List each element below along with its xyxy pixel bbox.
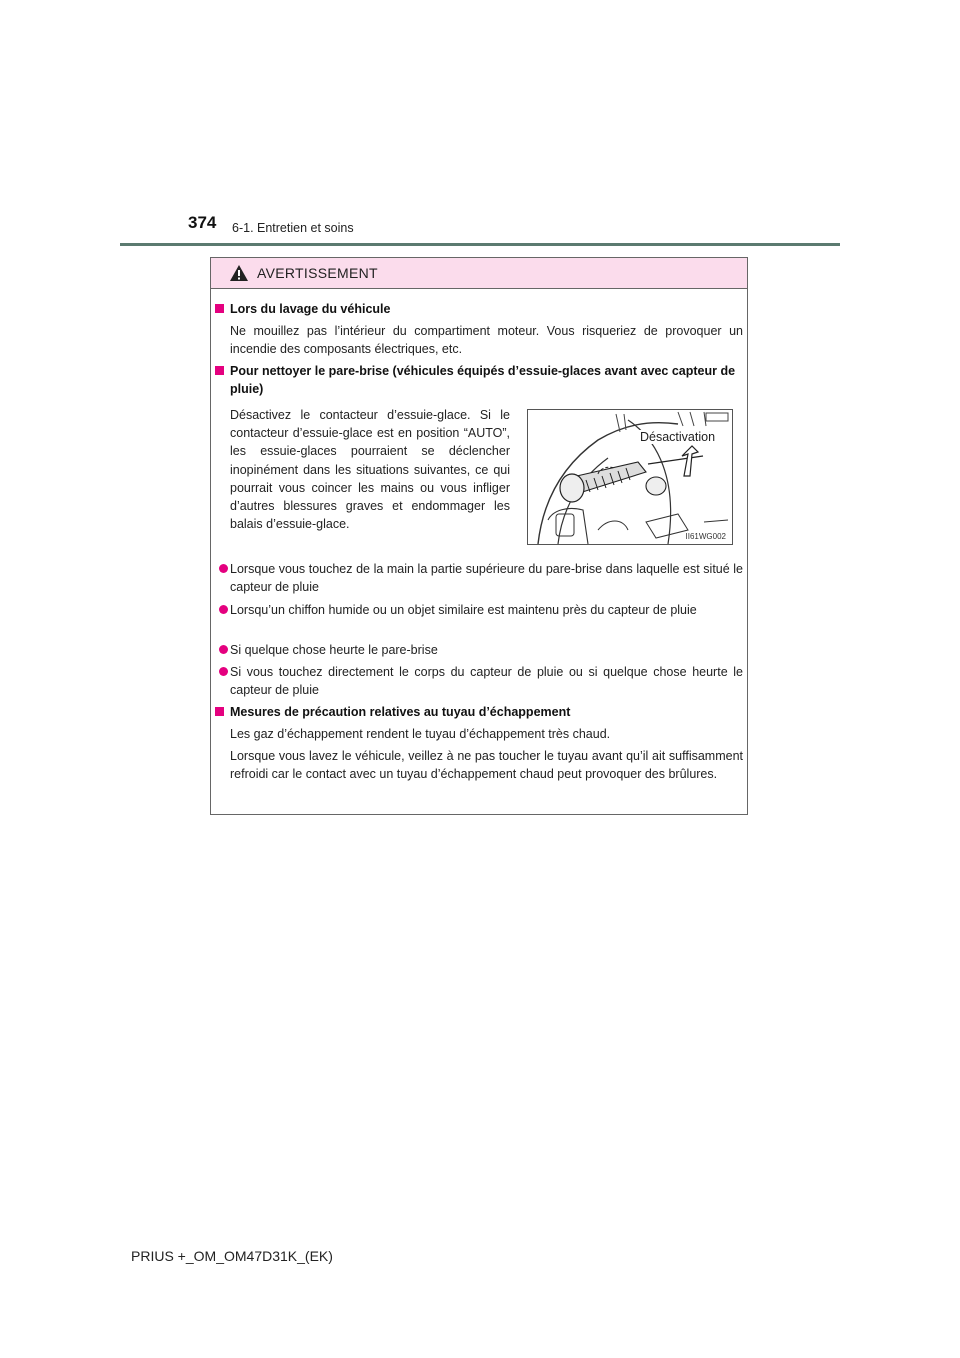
warning-triangle-icon	[229, 264, 249, 282]
paragraph-disable-wiper: Désactivez le contacteur d’essuie-glace. Si le contacteur d’essuie-glace est en position “AUTO”, les essuie-glaces pourraient se déclencher inopinément dans les situations suivantes, ce qui pourrait vous coincer les mains ou vous infliger d’autres blessures graves et endommager les balais d’essuie-glace.	[230, 408, 510, 532]
square-bullet-icon	[215, 366, 224, 375]
heading-exhaust-pipe	[215, 703, 745, 721]
bullet-text: Si vous touchez directement le corps du capteur de pluie ou si quelque chose heurte le capteur de pluie	[230, 665, 743, 698]
warning-box	[210, 257, 748, 815]
bullet-item	[215, 601, 743, 619]
circle-bullet-icon	[219, 564, 228, 573]
bullet-text: Lorsque vous touchez de la main la partie supérieure du pare-brise dans laquelle est situé le capteur de pluie	[230, 562, 743, 595]
heading-windshield-cleaning	[215, 362, 745, 398]
paragraph-exhaust-hot: Les gaz d’échappement rendent le tuyau d’échappement très chaud.	[230, 727, 611, 741]
header-divider	[120, 243, 840, 246]
heading-vehicle-washing	[215, 300, 745, 318]
bullet-text: Lorsqu’un chiffon humide ou un objet similaire est maintenu près du capteur de pluie	[230, 603, 697, 617]
heading-text: Mesures de précaution relatives au tuyau d’échappement	[230, 705, 571, 719]
circle-bullet-icon	[219, 645, 228, 654]
heading-text: Lors du lavage du véhicule	[230, 302, 391, 316]
page-number: 374	[188, 213, 217, 232]
paragraph-engine-compartment: Ne mouillez pas l’intérieur du compartiment moteur. Vous risqueriez de provoquer un incendie des composants électriques, etc.	[230, 324, 743, 357]
bullet-text: Si quelque chose heurte le pare-brise	[230, 643, 438, 657]
bullet-item	[215, 560, 743, 596]
wiper-switch-illustration	[527, 409, 733, 545]
heading-text: Pour nettoyer le pare-brise (véhicules équipés d’essuie-glaces avant avec capteur de pluie)	[230, 364, 736, 396]
warning-header	[211, 258, 747, 289]
document-code: PRIUS +_OM_OM47D31K_(EK)	[131, 1248, 333, 1264]
section-title: 6-1. Entretien et soins	[232, 221, 354, 235]
illustration-code: II61WG002	[685, 532, 726, 541]
bullet-item	[215, 663, 743, 699]
paragraph-exhaust-burns: Lorsque vous lavez le véhicule, veillez à ne pas toucher le tuyau avant qu’il ait suffisamment refroidi car le contact avec un tuyau d’échappement chaud peut provoquer des brûlures.	[230, 749, 743, 782]
square-bullet-icon	[215, 707, 224, 716]
square-bullet-icon	[215, 304, 224, 313]
deactivation-label: Désactivation	[640, 430, 716, 444]
warning-title: AVERTISSEMENT	[257, 265, 378, 281]
bullet-item	[215, 641, 743, 659]
circle-bullet-icon	[219, 605, 228, 614]
circle-bullet-icon	[219, 667, 228, 676]
